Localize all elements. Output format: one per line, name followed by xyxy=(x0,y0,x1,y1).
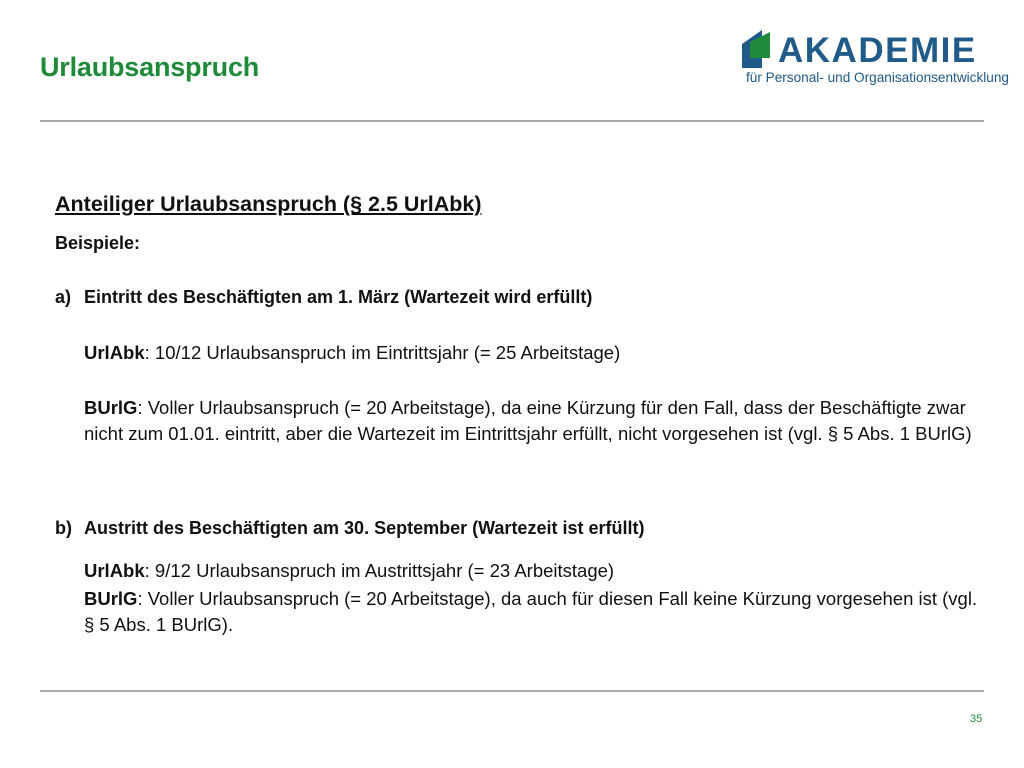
slide-title: Urlaubsanspruch xyxy=(40,52,260,82)
urlabk-text: : 10/12 Urlaubsanspruch im Eintrittsjahr (= 25 Arbeitstage) xyxy=(144,342,621,363)
top-divider xyxy=(40,120,984,122)
examples-label: Beispiele: xyxy=(55,233,141,253)
example-a-urlabk xyxy=(84,340,984,366)
bottom-divider xyxy=(40,690,984,692)
example-a-burlg xyxy=(84,395,984,447)
house-logo-icon xyxy=(742,30,776,68)
example-b-title: Austritt des Beschäftigten am 30. September (Wartezeit ist erfüllt) xyxy=(84,518,645,538)
burlg-term: BUrlG xyxy=(84,588,138,609)
urlabk-term: UrlAbk xyxy=(84,342,145,363)
logo-subtitle: für Personal- und Organisationsentwicklung xyxy=(746,70,1009,85)
example-b-burlg xyxy=(84,586,984,638)
example-b-urlabk xyxy=(84,558,984,584)
logo-wordmark: AKADEMIE xyxy=(778,31,977,70)
example-a-title: Eintritt des Beschäftigten am 1. März (Wartezeit wird erfüllt) xyxy=(84,287,593,307)
urlabk-text: : 9/12 Urlaubsanspruch im Austrittsjahr (= 23 Arbeitstage) xyxy=(144,560,615,581)
page-number: 35 xyxy=(970,713,983,725)
example-a-marker: a) xyxy=(55,287,72,307)
urlabk-term: UrlAbk xyxy=(84,560,145,581)
akademie-logo xyxy=(742,30,1009,92)
burlg-text: : Voller Urlaubsanspruch (= 20 Arbeitstage), da auch für diesen Fall keine Kürzung vorgesehen ist (vgl. § 5 Abs. 1 BUrlG). xyxy=(84,588,978,635)
section-heading: Anteiliger Urlaubsanspruch (§ 2.5 UrlAbk) xyxy=(55,192,482,216)
example-b-marker: b) xyxy=(55,518,72,538)
burlg-term: BUrlG xyxy=(84,397,138,418)
burlg-text: : Voller Urlaubsanspruch (= 20 Arbeitstage), da eine Kürzung für den Fall, dass der Beschäftigte zwar nicht zum 01.01. eintritt, aber die Wartezeit im Eintrittsjahr erfüllt, nicht vorgesehen ist (vgl. § 5 Abs. 1 BUrlG) xyxy=(84,397,972,444)
